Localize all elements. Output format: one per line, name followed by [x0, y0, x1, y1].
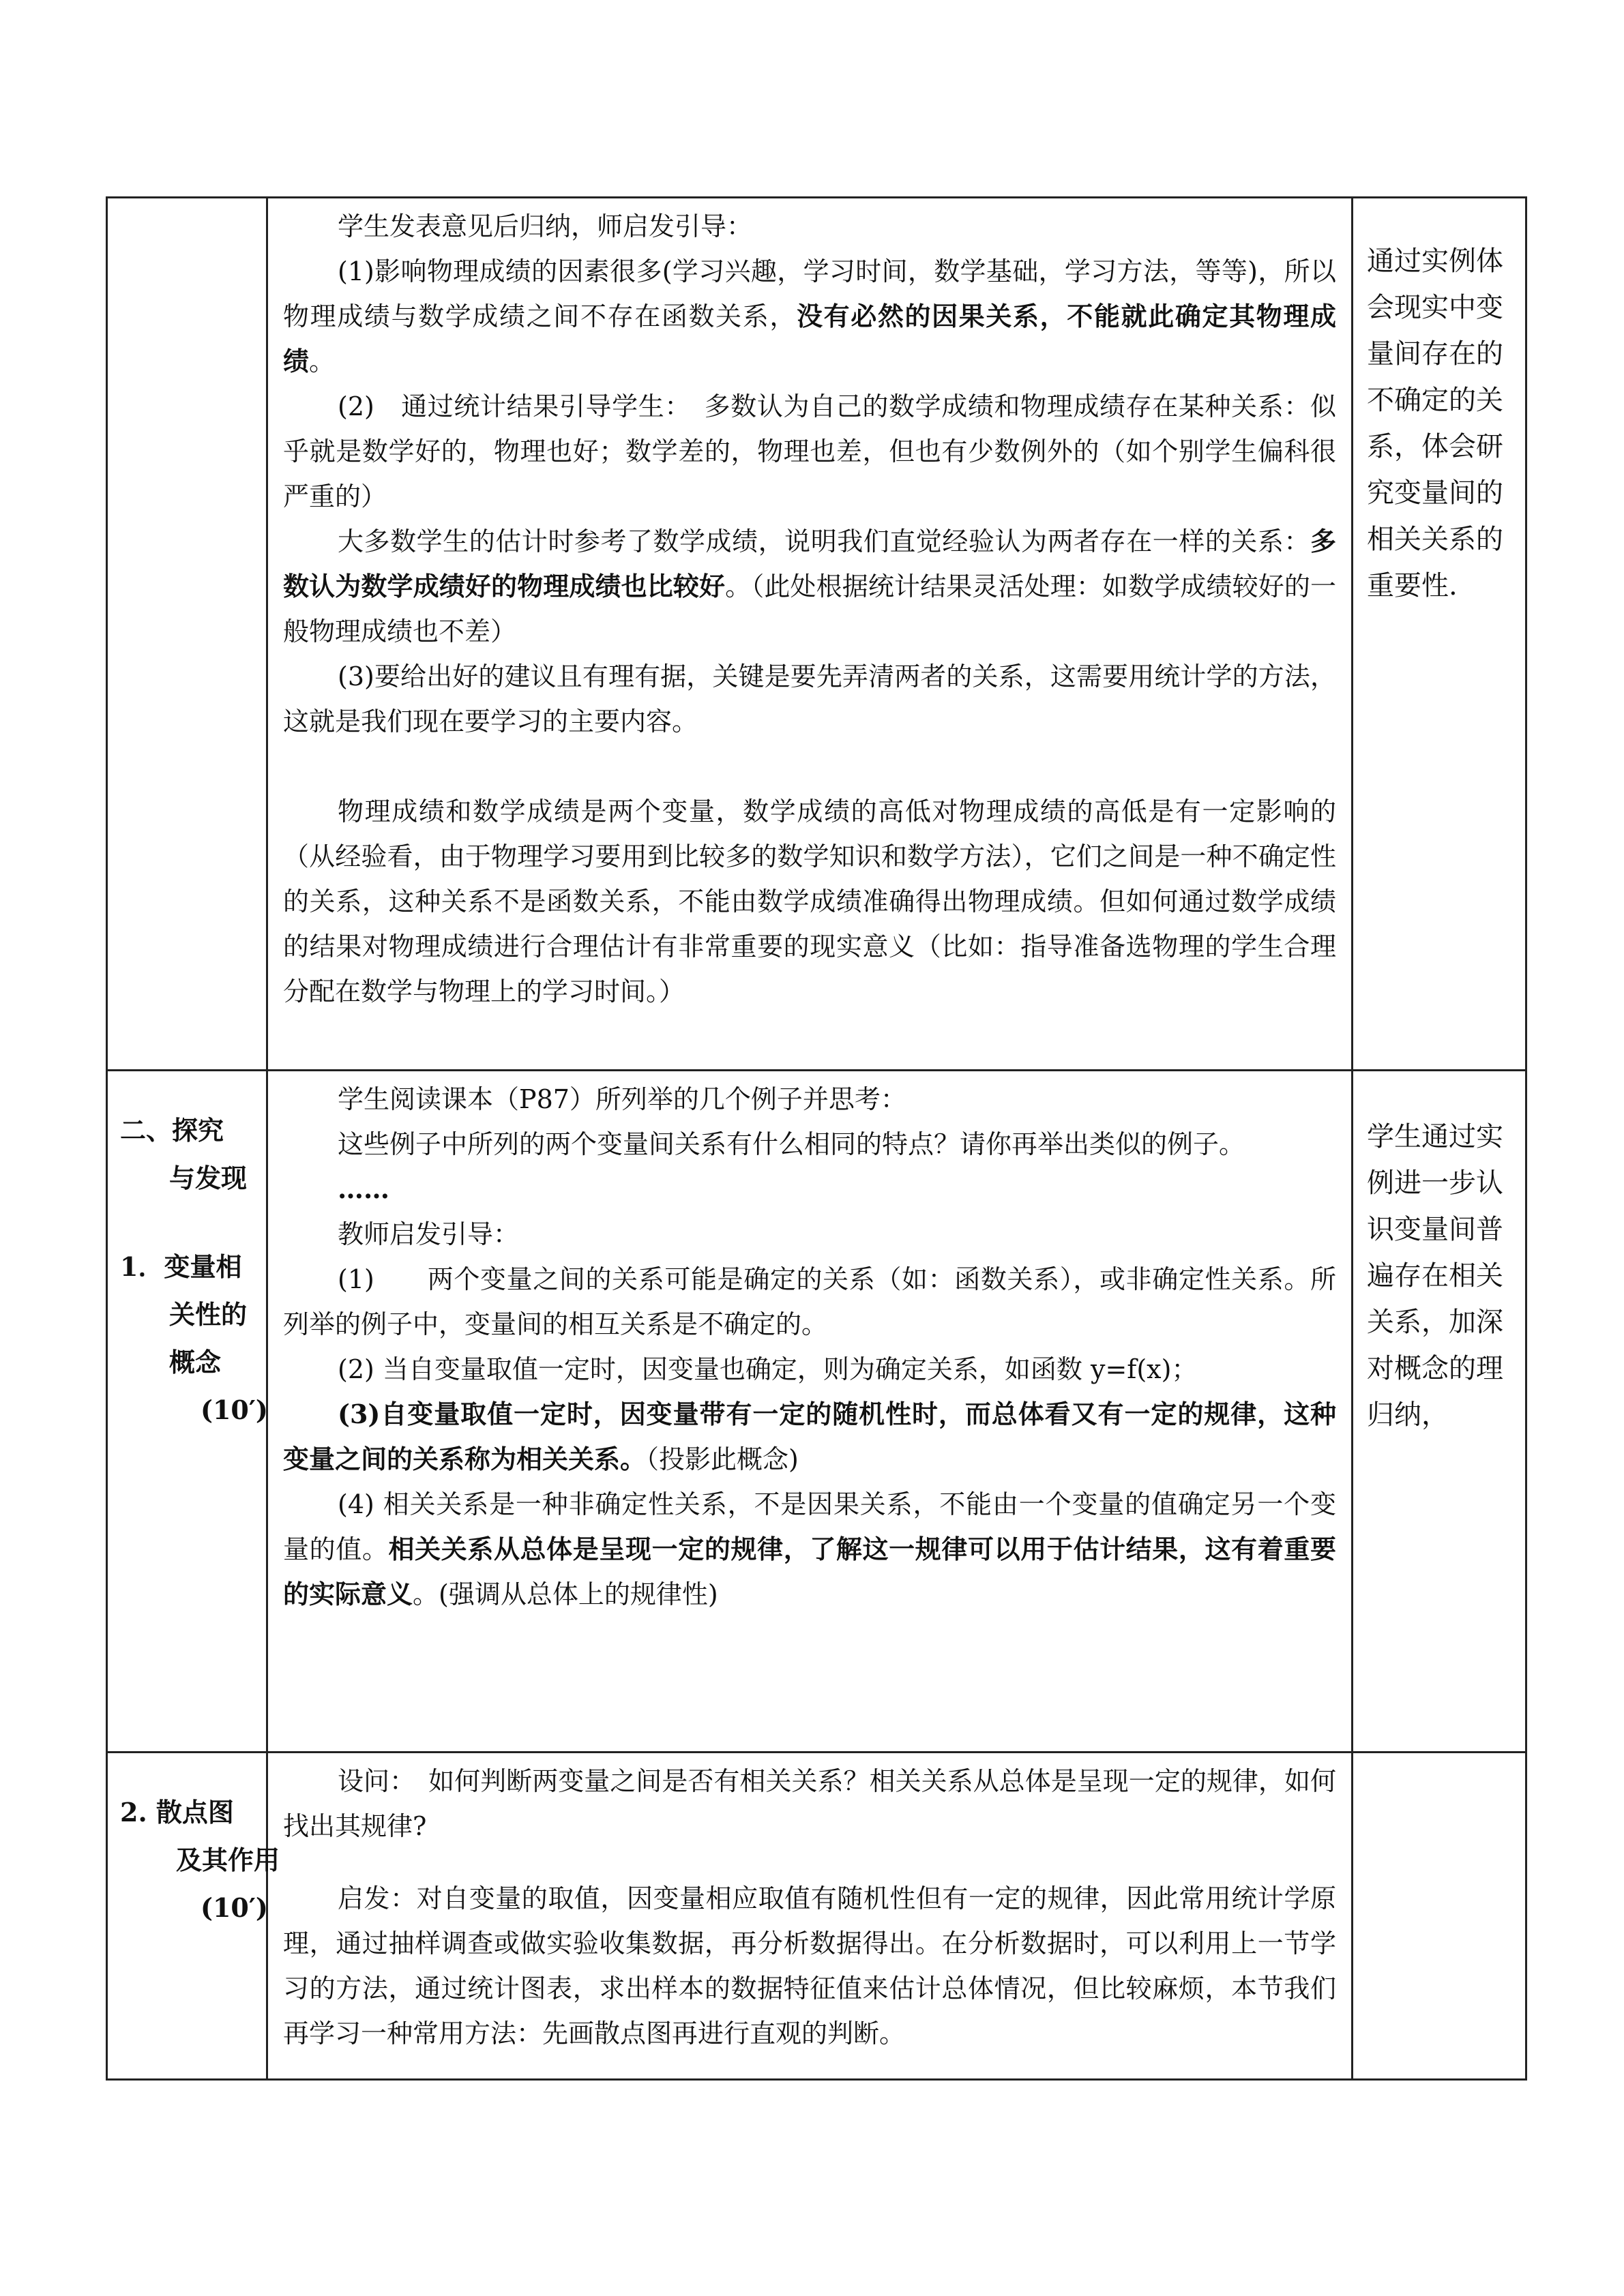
content-cell — [267, 198, 1353, 1071]
subsection-title: 1．变量相 — [120, 1251, 242, 1282]
paragraph: 这些例子中所列的两个变量间关系有什么相同的特点？请你再举出类似的例子。 — [338, 1129, 1245, 1159]
paragraph: 大多数学生的估计时参考了数学成绩，说明我们直觉经验认为两者存在一样的关系：多数认为数学成绩好的物理成绩也比较好。（此处根据统计结果灵活处理：如数学成绩较好的一般物理成绩也不差） — [283, 526, 1336, 646]
note-cell — [1353, 1753, 1526, 2080]
table-row — [107, 1071, 1526, 1753]
lesson-plan-table — [106, 196, 1527, 2081]
section-label-cell — [107, 198, 267, 1071]
subsection-title: 2. 散点图 — [120, 1797, 234, 1828]
paragraph: (3)要给出好的建议且有理有据，关键是要先弄清两者的关系，这需要用统计学的方法，这就是我们现在要学习的主要内容。 — [283, 661, 1336, 736]
paragraph: (1)影响物理成绩的因素很多(学习兴趣，学习时间，数学基础，学习方法，等等)，所以物理成绩与数学成绩之间不存在函数关系，没有必然的因果关系，不能就此确定其物理成绩。 — [283, 256, 1336, 376]
paragraph: 学生发表意见后归纳，师启发引导： — [338, 211, 753, 241]
note-cell — [1353, 1071, 1526, 1753]
section-label-cell — [107, 1071, 267, 1753]
paragraph: (2) 当自变量取值一定时，因变量也确定，则为确定关系，如函数 y=f(x)； — [338, 1354, 1198, 1384]
paragraph: 设问： 如何判断两变量之间是否有相关关系？相关关系从总体是呈现一定的规律，如何找出其规律? — [283, 1766, 1336, 1841]
time-label: (10′) — [201, 1892, 268, 1923]
content-cell — [267, 1071, 1353, 1753]
subsection-title: 关性的 — [169, 1299, 248, 1330]
paragraph: 启发：对自变量的取值，因变量相应取值有随机性但有一定的规律，因此常用统计学原理，通过抽样调查或做实验收集数据，再分析数据得出。在分析数据时，可以利用上一节学习的方法，通过统计图表，求出样本的数据特征值来估计总体情况，但比较麻烦，本节我们再学习一种常用方法：先画散点图再进行直观的判断。 — [283, 1883, 1336, 2048]
subsection-title: 概念 — [169, 1347, 222, 1377]
section-label-cell — [107, 1753, 280, 2080]
paragraph: (2) 通过统计结果引导学生： 多数认为自己的数学成绩和物理成绩存在某种关系：似乎就是数学好的，物理也好；数学差的，物理也差，但也有少数例外的（如个别学生偏科很严重的） — [283, 391, 1336, 511]
note-cell — [1353, 198, 1526, 1071]
paragraph: 物理成绩和数学成绩是两个变量，数学成绩的高低对物理成绩的高低是有一定影响的（从经验看，由于物理学习要用到比较多的数学知识和数学方法），它们之间是一种不确定性的关系，这种关系不是函数关系，不能由数学成绩准确得出物理成绩。但如何通过数学成绩的结果对物理成绩进行合理估计有非常重要的现实意义（比如：指导准备选物理的学生合理分配在数学与物理上的学习时间。） — [283, 796, 1336, 1007]
paragraph: (1) 两个变量之间的关系可能是确定的关系（如：函数关系），或非确定性关系。所列举的例子中，变量间的相互关系是不确定的。 — [283, 1264, 1336, 1339]
section-title: 二、探究 — [120, 1115, 224, 1146]
paragraph: (4) 相关关系是一种非确定性关系，不是因果关系，不能由一个变量的值确定另一个变量的值。相关关系从总体是呈现一定的规律，了解这一规律可以用于估计结果，这有着重要的实际意义。(强调从总体上的规律性) — [283, 1489, 1336, 1609]
table-row — [107, 1753, 1526, 2080]
table-row — [107, 198, 1526, 1071]
design-note: 通过实例体会现实中变量间存在的不确定的关系，体会研究变量间的相关关系的重要性. — [1367, 245, 1503, 601]
design-note: 学生通过实例进一步认识变量间普遍存在相关关系，加深对概念的理归纳， — [1367, 1121, 1503, 1431]
content-cell — [267, 1753, 1353, 2080]
section-title: 与发现 — [169, 1163, 248, 1193]
paragraph: (3)自变量取值一定时，因变量带有一定的随机性时，而总体看又有一定的规律，这种变量之间的关系称为相关关系。（投影此概念) — [283, 1399, 1336, 1474]
subsection-title: 及其作用 — [176, 1845, 280, 1875]
paragraph: 教师启发引导： — [338, 1219, 520, 1249]
time-label: (10′) — [201, 1395, 268, 1425]
paragraph: 学生阅读课本（P87）所列举的几个例子并思考： — [338, 1084, 906, 1114]
paragraph: …… — [338, 1174, 389, 1204]
